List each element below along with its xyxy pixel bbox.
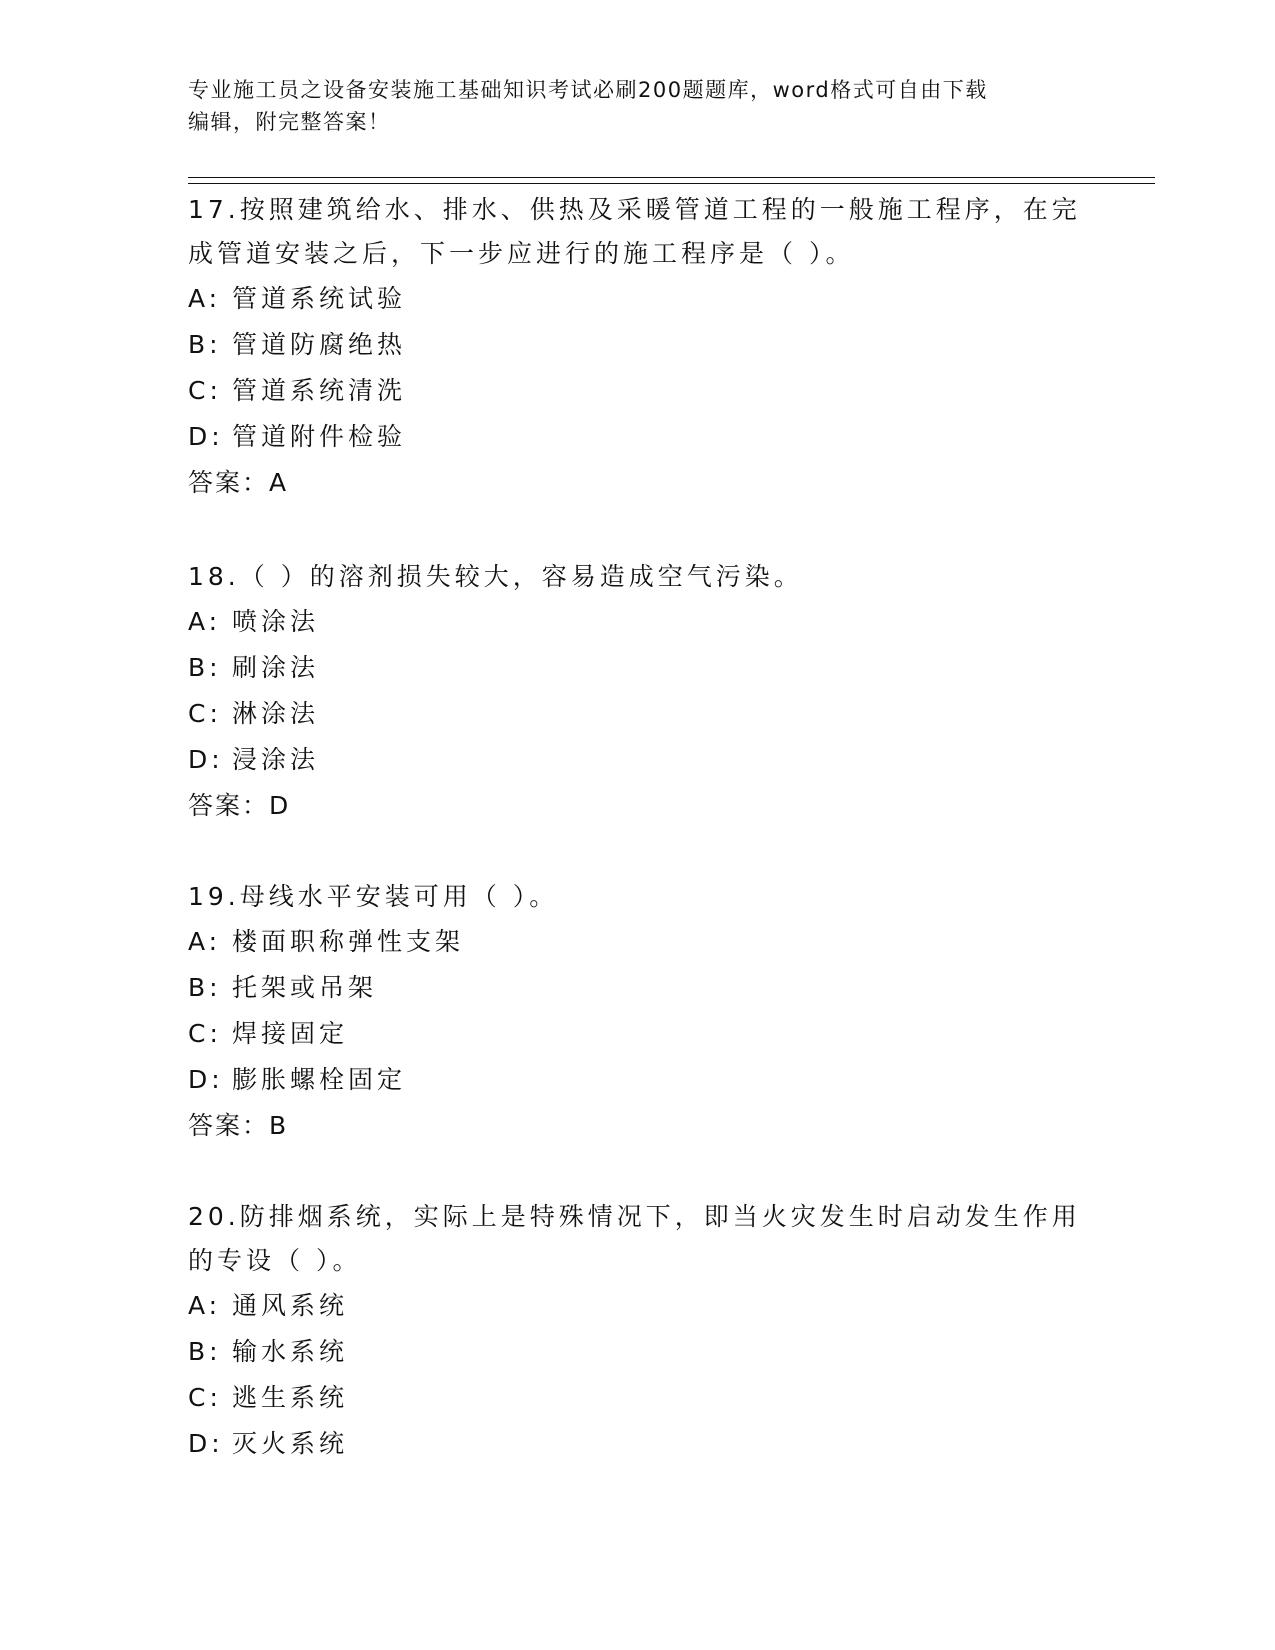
option-key: A: [188, 927, 222, 956]
option-key: A: [188, 607, 222, 636]
option-text: 喷涂法 [232, 607, 320, 636]
option-d [188, 737, 1088, 783]
option-key: A: [188, 284, 222, 313]
option-key: B: [188, 330, 222, 359]
option-text: 浸涂法 [232, 745, 320, 774]
option-text: 管道附件检验 [232, 422, 407, 451]
option-key: A: [188, 1291, 222, 1320]
option-c [188, 1011, 1088, 1057]
option-d [188, 1057, 1088, 1103]
header-line-1: 专业施工员之设备安装施工基础知识考试必刷200题题库，word格式可自由下载 [188, 78, 988, 102]
option-key: D: [188, 1065, 224, 1094]
answer-line: 答案：D [188, 791, 291, 820]
question-text-line: 的专设（ ）。 [188, 1246, 362, 1275]
option-key: B: [188, 973, 222, 1002]
option-text: 管道系统清洗 [232, 376, 407, 405]
question-20 [188, 1195, 1088, 1467]
option-key: C: [188, 699, 222, 728]
option-key: D: [188, 422, 224, 451]
option-c [188, 691, 1088, 737]
option-b [188, 645, 1088, 691]
option-d [188, 1421, 1088, 1467]
option-key: C: [188, 1019, 222, 1048]
answer-line: 答案：B [188, 1111, 289, 1140]
option-text: 管道系统试验 [232, 284, 407, 313]
option-b [188, 322, 1088, 368]
option-key: C: [188, 376, 222, 405]
question-text-line: 18.（ ）的溶剂损失较大，容易造成空气污染。 [188, 562, 803, 591]
question-text-line: 19.母线水平安装可用（ ）。 [188, 882, 559, 911]
option-text: 楼面职称弹性支架 [232, 927, 465, 956]
option-key: B: [188, 653, 222, 682]
option-key: C: [188, 1383, 222, 1412]
question-17 [188, 188, 1088, 506]
header-line-2: 编辑，附完整答案！ [188, 110, 391, 134]
option-b [188, 965, 1088, 1011]
option-c [188, 1375, 1088, 1421]
document-header [188, 74, 1068, 138]
answer-line: 答案：A [188, 468, 289, 497]
option-a [188, 599, 1088, 645]
option-text: 淋涂法 [232, 699, 320, 728]
option-text: 管道防腐绝热 [232, 330, 407, 359]
option-key: D: [188, 745, 224, 774]
question-text-line: 成管道安装之后，下一步应进行的施工程序是（ ）。 [188, 239, 855, 268]
option-a [188, 919, 1088, 965]
option-key: D: [188, 1429, 224, 1458]
option-b [188, 1329, 1088, 1375]
option-d [188, 414, 1088, 460]
option-text: 焊接固定 [232, 1019, 349, 1048]
option-c [188, 368, 1088, 414]
option-key: B: [188, 1337, 222, 1366]
question-text-line: 17.按照建筑给水、排水、供热及采暖管道工程的一般施工程序，在完 [188, 195, 1081, 224]
option-text: 通风系统 [232, 1291, 349, 1320]
question-18 [188, 555, 1088, 829]
option-text: 托架或吊架 [232, 973, 378, 1002]
header-divider-bottom [188, 183, 1155, 184]
question-text-line: 20.防排烟系统，实际上是特殊情况下，即当火灾发生时启动发生作用 [188, 1202, 1081, 1231]
option-a [188, 276, 1088, 322]
option-text: 输水系统 [232, 1337, 349, 1366]
option-a [188, 1283, 1088, 1329]
header-divider-top [188, 177, 1155, 178]
option-text: 灭火系统 [232, 1429, 349, 1458]
option-text: 逃生系统 [232, 1383, 349, 1412]
option-text: 膨胀螺栓固定 [232, 1065, 407, 1094]
question-19 [188, 875, 1088, 1149]
option-text: 刷涂法 [232, 653, 320, 682]
